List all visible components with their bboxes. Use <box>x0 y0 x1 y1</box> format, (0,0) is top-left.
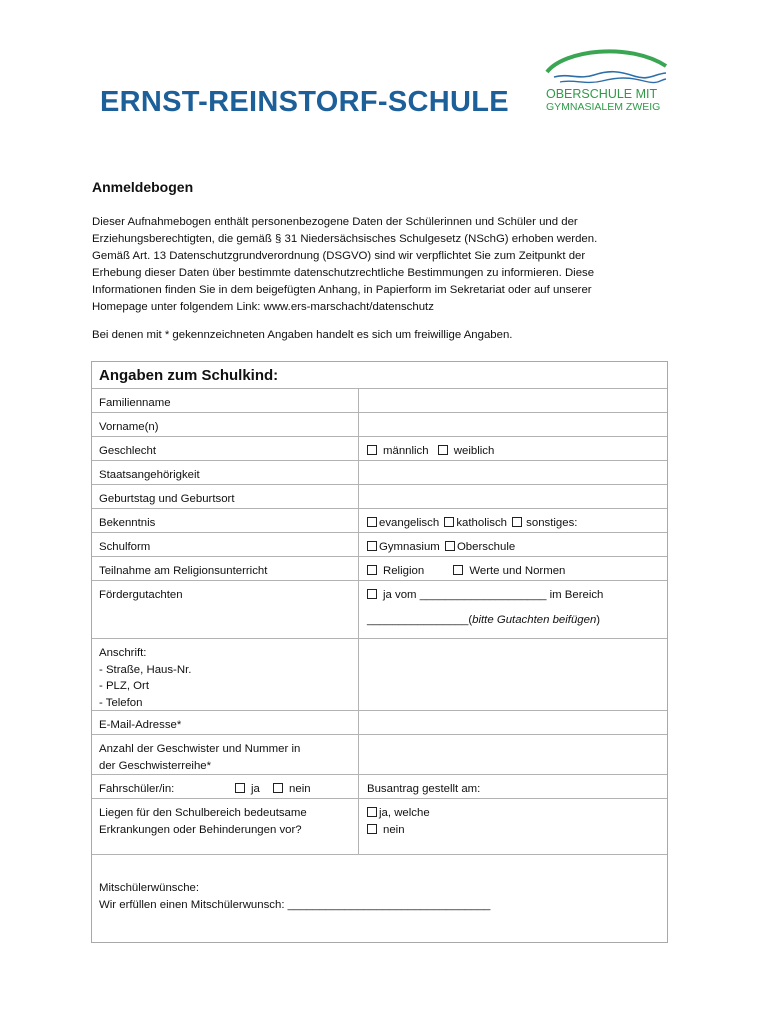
option-sonstiges: sonstiges: <box>526 517 578 529</box>
student-form <box>91 361 668 943</box>
row-geschlecht <box>92 436 667 460</box>
page-title: Anmeldebogen <box>92 179 194 195</box>
row-erkrankungen <box>92 798 667 854</box>
option-weiblich: weiblich <box>453 445 495 457</box>
row-geburtstag <box>92 484 667 508</box>
anschrift-line: - Telefon <box>99 696 143 709</box>
option-gymnasium: Gymnasium <box>379 541 440 553</box>
row-religion <box>92 556 667 580</box>
intro-line: Informationen finden Sie in dem beigefügten Anhang, in Papierform im Sekretariat oder auf unserer <box>92 284 592 296</box>
checkbox-religion[interactable] <box>367 565 377 575</box>
row-mitschueler <box>92 854 667 942</box>
checkbox-maennlich[interactable] <box>367 445 377 455</box>
row-bekenntnis <box>92 508 667 532</box>
intro-paragraph <box>92 214 682 316</box>
option-nein: nein <box>289 783 311 795</box>
label-schulform: Schulform <box>99 541 151 553</box>
logo-text-line2: GYMNASIALEM ZWEIG <box>546 101 661 113</box>
intro-line: Gemäß Art. 13 Datenschutzgrundverordnung (DSGVO) sind wir verpflichtet Sie zum Zeitpunkt der <box>92 250 586 262</box>
checkbox-foerder-ja[interactable] <box>367 589 377 599</box>
row-geschwister <box>92 734 667 774</box>
label-foerder: Fördergutachten <box>99 589 183 601</box>
option-werte-normen: Werte und Normen <box>469 565 566 577</box>
field-familienname[interactable] <box>358 389 667 412</box>
checkbox-gymnasium[interactable] <box>367 541 377 551</box>
logo-text-line1: OBERSCHULE MIT <box>546 87 658 101</box>
label-anschrift <box>92 639 358 710</box>
option-evangelisch: evangelisch <box>379 517 440 529</box>
row-staatsangehoerigkeit <box>92 460 667 484</box>
row-email <box>92 710 667 734</box>
intro-line: Erhebung dieser Daten über bestimmte datenschutzrechtliche Bestimmungen zu informieren. Diese <box>92 267 595 279</box>
option-erkrankung-nein: nein <box>383 823 405 836</box>
row-schulform <box>92 532 667 556</box>
field-staatsangehoerigkeit[interactable] <box>358 461 667 484</box>
field-geschlecht <box>358 437 667 460</box>
row-foerder <box>92 580 667 638</box>
option-oberschule: Oberschule <box>456 541 516 553</box>
foerder-end: ) <box>596 613 601 626</box>
label-geschwister <box>92 735 358 774</box>
geschwister-line: Anzahl der Geschwister und Nummer in <box>99 743 301 755</box>
anschrift-line: - Straße, Haus-Nr. <box>99 663 192 676</box>
mitschueler-label: Mitschülerwünsche: <box>99 882 200 894</box>
checkbox-oberschule[interactable] <box>445 541 455 551</box>
school-name: ERNST-REINSTORF-SCHULE <box>100 86 509 118</box>
label-email: E-Mail-Adresse* <box>99 719 182 731</box>
label-familienname: Familienname <box>99 397 171 409</box>
label-fahrschueler <box>92 775 358 798</box>
field-bekenntnis <box>358 509 667 532</box>
field-vorname[interactable] <box>358 413 667 436</box>
checkbox-katholisch[interactable] <box>444 517 454 527</box>
checkbox-fahrschueler-ja[interactable] <box>235 783 245 793</box>
checkbox-evangelisch[interactable] <box>367 517 377 527</box>
erkrankungen-line: Liegen für den Schulbereich bedeutsame <box>99 807 307 819</box>
row-vorname <box>92 412 667 436</box>
label-religion: Teilnahme am Religionsunterricht <box>99 565 268 577</box>
intro-line: Homepage unter folgendem Link: www.ers-marschacht/datenschutz <box>92 301 434 313</box>
option-katholisch: katholisch <box>456 517 507 529</box>
intro-line: Dieser Aufnahmebogen enthält personenbezogene Daten der Schülerinnen und Schüler und der <box>92 216 578 228</box>
checkbox-fahrschueler-nein[interactable] <box>273 783 283 793</box>
anschrift-line: - PLZ, Ort <box>99 680 149 692</box>
section-title: Angaben zum Schulkind: <box>99 367 279 384</box>
label-bekenntnis: Bekenntnis <box>99 517 156 529</box>
checkbox-sonstiges[interactable] <box>512 517 522 527</box>
anschrift-line: Anschrift: <box>99 647 147 659</box>
field-foerder <box>358 581 667 638</box>
mitschueler-line[interactable]: Wir erfüllen einen Mitschülerwunsch: ________________________________ <box>99 898 491 911</box>
row-fahrschueler <box>92 774 667 798</box>
row-anschrift <box>92 638 667 710</box>
checkbox-werte-normen[interactable] <box>453 565 463 575</box>
erkrankungen-line: Erkrankungen oder Behinderungen vor? <box>99 823 302 836</box>
mitschueler-block <box>99 880 490 913</box>
option-ja-welche: ja, welche <box>379 807 430 819</box>
foerder-line1: ja vom ____________________ im Bereich <box>383 589 604 601</box>
checkbox-erkrankung-ja[interactable] <box>367 807 377 817</box>
fahrschueler-label: Fahrschüler/in: <box>99 783 175 795</box>
label-geschlecht: Geschlecht <box>99 445 156 457</box>
option-maennlich: männlich <box>383 445 429 457</box>
geschwister-line: der Geschwisterreihe* <box>99 759 212 772</box>
label-staatsangehoerigkeit: Staatsangehörigkeit <box>99 469 200 481</box>
field-geschwister[interactable] <box>358 735 667 774</box>
field-anschrift[interactable] <box>358 639 667 710</box>
field-geburtstag[interactable] <box>358 485 667 508</box>
field-erkrankungen <box>358 799 667 854</box>
intro-line: Erziehungsberechtigten, die gemäß § 31 Niedersächsisches Schulgesetz (NSchG) erhoben werden. <box>92 233 598 245</box>
foerder-blank: ________________( <box>367 613 473 626</box>
school-logo <box>544 44 674 118</box>
field-busantrag[interactable]: Busantrag gestellt am: <box>358 775 667 798</box>
foerder-hint: bitte Gutachten beifügen <box>472 613 597 626</box>
field-email[interactable] <box>358 711 667 734</box>
optional-note: Bei denen mit * gekennzeichneten Angaben handelt es sich um freiwillige Angaben. <box>92 329 513 341</box>
label-erkrankungen <box>92 799 358 854</box>
option-ja: ja <box>251 783 260 795</box>
logo-arc-icon <box>544 44 674 89</box>
fahrschueler-options <box>235 781 317 798</box>
field-schulform <box>358 533 667 556</box>
checkbox-weiblich[interactable] <box>438 445 448 455</box>
field-religion <box>358 557 667 580</box>
label-vorname: Vorname(n) <box>99 421 159 433</box>
checkbox-erkrankung-nein[interactable] <box>367 824 377 834</box>
label-geburtstag: Geburtstag und Geburtsort <box>99 493 235 505</box>
row-familienname <box>92 388 667 412</box>
option-religion: Religion <box>383 565 425 577</box>
